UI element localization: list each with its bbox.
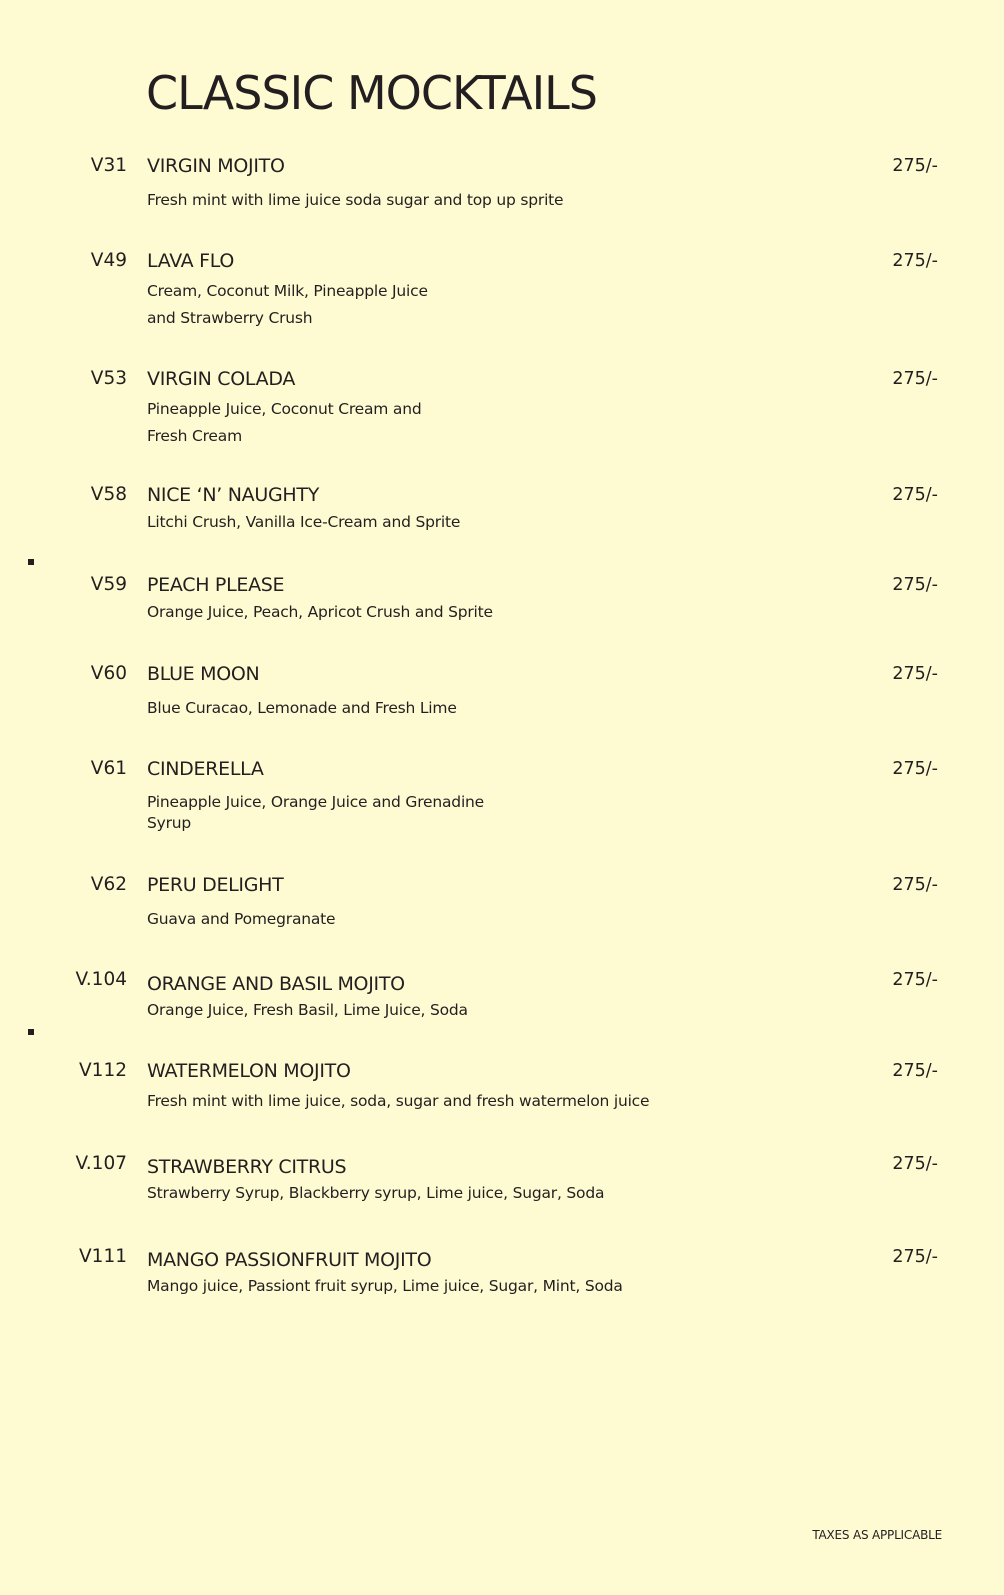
item-name: CINDERELLA: [147, 758, 264, 780]
item-code: V49: [90, 250, 127, 271]
item-description: [147, 698, 457, 718]
item-price: 275/-: [892, 485, 938, 505]
item-code: V.104: [75, 969, 127, 990]
item-description-line: Pineapple Juice, Coconut Cream and: [147, 400, 422, 418]
item-price: 275/-: [892, 156, 938, 176]
item-code: V60: [90, 663, 127, 684]
item-code: V62: [90, 874, 127, 895]
item-description-line: Mango juice, Passiont fruit syrup, Lime juice, Sugar, Mint, Soda: [147, 1277, 623, 1295]
item-description-line: Fresh mint with lime juice soda sugar and top up sprite: [147, 191, 564, 209]
item-price: 275/-: [892, 1247, 938, 1267]
item-code: V31: [90, 155, 127, 176]
item-description-line: Orange Juice, Peach, Apricot Crush and Sprite: [147, 603, 493, 621]
item-price: 275/-: [892, 875, 938, 895]
item-description-line: Strawberry Syrup, Blackberry syrup, Lime juice, Sugar, Soda: [147, 1184, 605, 1202]
item-price: 275/-: [892, 251, 938, 271]
item-code: V59: [90, 574, 127, 595]
item-description-line: Syrup: [147, 814, 192, 832]
item-description: [147, 190, 563, 210]
item-name: MANGO PASSIONFRUIT MOJITO: [147, 1249, 432, 1271]
item-description-line: Fresh Cream: [147, 427, 242, 445]
item-description: [147, 1183, 604, 1203]
margin-bullet: [28, 1029, 34, 1035]
item-name: VIRGIN MOJITO: [147, 155, 285, 177]
item-description-line: Blue Curacao, Lemonade and Fresh Lime: [147, 699, 457, 717]
item-price: 275/-: [892, 575, 938, 595]
item-description: [147, 602, 493, 622]
item-name: PERU DELIGHT: [147, 874, 284, 896]
item-name: STRAWBERRY CITRUS: [147, 1156, 347, 1178]
item-description: [147, 396, 421, 450]
item-name: WATERMELON MOJITO: [147, 1060, 351, 1082]
item-price: 275/-: [892, 1154, 938, 1174]
item-price: 275/-: [892, 664, 938, 684]
item-name: BLUE MOON: [147, 663, 260, 685]
item-name: LAVA FLO: [147, 250, 235, 272]
item-code: V111: [79, 1246, 127, 1267]
item-name: NICE ‘N’ NAUGHTY: [147, 484, 319, 506]
item-name: VIRGIN COLADA: [147, 368, 296, 390]
item-price: 275/-: [892, 1061, 938, 1081]
item-price: 275/-: [892, 369, 938, 389]
margin-bullet: [28, 559, 34, 565]
item-description-line: Pineapple Juice, Orange Juice and Grenadine: [147, 793, 485, 811]
item-description-line: Fresh mint with lime juice, soda, sugar and fresh watermelon juice: [147, 1092, 650, 1110]
item-description-line: Litchi Crush, Vanilla Ice-Cream and Sprite: [147, 513, 461, 531]
item-code: V.107: [75, 1153, 127, 1174]
item-price: 275/-: [892, 759, 938, 779]
item-description: [147, 1276, 623, 1296]
item-name: PEACH PLEASE: [147, 574, 285, 596]
item-description-line: Cream, Coconut Milk, Pineapple Juice: [147, 282, 428, 300]
item-description: [147, 512, 460, 532]
item-code: V61: [90, 758, 127, 779]
item-description: [147, 909, 335, 929]
item-name: ORANGE AND BASIL MOJITO: [147, 973, 405, 995]
item-price: 275/-: [892, 970, 938, 990]
item-description: [147, 1091, 649, 1111]
item-description: [147, 278, 428, 332]
item-code: V53: [90, 368, 127, 389]
item-description-line: and Strawberry Crush: [147, 309, 313, 327]
item-description: [147, 792, 484, 834]
item-description-line: Guava and Pomegranate: [147, 910, 336, 928]
taxes-note: TAXES AS APPLICABLE: [812, 1528, 942, 1542]
item-code: V112: [79, 1060, 127, 1081]
item-description-line: Orange Juice, Fresh Basil, Lime Juice, Soda: [147, 1001, 468, 1019]
page-title: CLASSIC MOCKTAILS: [146, 66, 597, 120]
item-code: V58: [90, 484, 127, 505]
item-description: [147, 1000, 468, 1020]
